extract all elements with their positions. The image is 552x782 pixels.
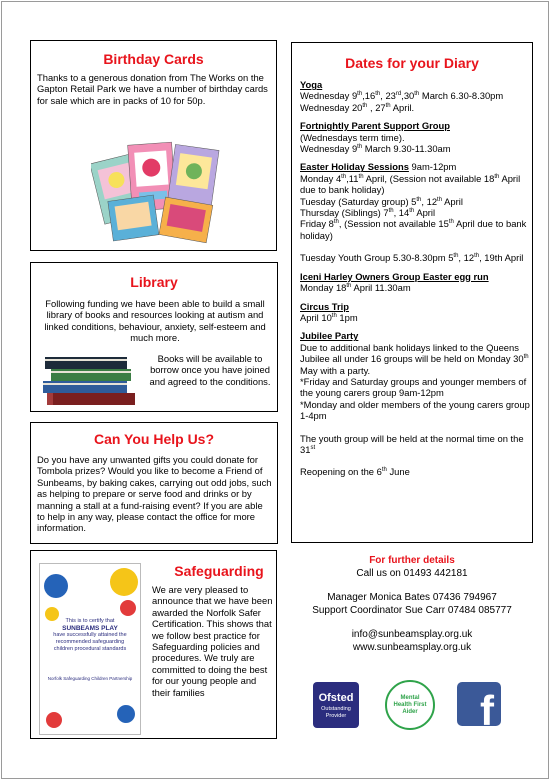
iceni-heading: Iceni Harley Owners Group Easter egg run (300, 270, 489, 282)
contact-title: For further details (369, 555, 455, 566)
ofsted-name: Ofsted (318, 692, 354, 704)
contact-coordinator: Support Coordinator Sue Carr 07484 085777 (312, 604, 512, 616)
jubilee-line3: *Monday and older members of the young carers group 1-4pm (300, 398, 530, 422)
cert-name: SUNBEAMS PLAY (62, 625, 118, 632)
easter-heading-line: Easter Holiday Sessions 9am-12pm (300, 161, 457, 173)
circus-line1: April 10th 1pm (300, 311, 358, 323)
parent-support-heading: Fortnightly Parent Support Group (300, 120, 450, 132)
safeguarding-certificate (39, 563, 141, 735)
contact-website[interactable]: www.sunbeamsplay.org.uk (352, 641, 472, 653)
diary-entry-youth (300, 252, 530, 263)
library-title: Library (130, 274, 178, 290)
jubilee-line2: *Friday and Saturday groups and younger members of the young carers group 9am-12pm (300, 375, 527, 399)
mhfa-logo (385, 680, 435, 730)
mhfa-text: Mental Health First Aider (393, 695, 427, 715)
easter-line2: Tuesday (Saturday group) 5th, 12th April (300, 195, 463, 207)
birthday-cards-title: Birthday Cards (103, 51, 204, 67)
diary-entry-jubilee (300, 330, 530, 477)
birthday-cards-text: Thanks to a generous donation from The Works on the Gapton Retail Park we have a number of birthday cards for sale which are in packs of 10 for 50p. (37, 72, 268, 106)
jubilee-heading: Jubilee Party (300, 330, 359, 342)
easter-line1: Monday 4th,11th April, (Session not available 18th April due to bank holiday) (300, 172, 521, 196)
parent-support-line2: Wednesday 9th March 9.30-11.30am (300, 143, 451, 155)
contact-phone: Call us on 01493 442181 (356, 567, 468, 579)
cert-line2: have successfully attained the recommended safeguarding children procedural standards (53, 632, 127, 652)
cert-org: Norfolk Safeguarding Children Partnership (47, 676, 133, 681)
birthday-cards-box (30, 40, 277, 251)
ofsted-rating: Outstanding Provider (321, 706, 351, 719)
contact-email[interactable]: info@sunbeamsplay.org.uk (351, 629, 473, 640)
yoga-line1: Wednesday 9th,16th, 23rd,30th March 6.30-8.30pm (300, 90, 504, 102)
safeguarding-text: We are very pleased to announce that we have been awarded the Norfolk Safer Certification. This shows that we follow best practice for Safeguarding policies and procedures. We truly are committed to doing the best for our young people and their families (152, 584, 273, 698)
ofsted-logo (313, 682, 359, 728)
logos-row (291, 680, 533, 734)
easter-line4: Friday 8th, (Session not available 15th April due to bank holiday) (300, 218, 527, 241)
iceni-line1: Monday 18th April 11.30am (300, 282, 411, 294)
safeguarding-box (30, 550, 277, 739)
books-image (37, 349, 141, 409)
parent-support-line1: (Wednesdays term time). (300, 131, 405, 143)
diary-content (300, 79, 530, 485)
help-box (30, 422, 278, 544)
diary-box (291, 42, 533, 543)
diary-entry-iceni (300, 271, 530, 294)
jubilee-line5: Reopening on the 6th June (300, 466, 410, 478)
contact-section (291, 555, 533, 654)
yoga-heading: Yoga (300, 79, 323, 90)
help-title: Can You Help Us? (93, 431, 215, 447)
library-text: Following funding we have been able to build a small library of books and resources looking at autism and linked conditions, behaviour, anxiety, self-esteem and much more. (44, 298, 266, 344)
diary-entry-easter (300, 161, 530, 241)
contact-manager: Manager Monica Bates 07436 794967 (327, 592, 497, 603)
diary-entry-circus (300, 301, 530, 324)
diary-title: Dates for your Diary (345, 55, 479, 71)
help-text: Do you have any unwanted gifts you could donate for Tombola prizes? Would you like to become a Friend of Sunbeams, by baking cakes, carrying out odd jobs, such as helping to prepare or serve food and drinks or by manning a stall at a fund-raising event? If you are able to help in any way, please contact the office for more information. (37, 454, 272, 534)
jubilee-line4: The youth group will be held at the normal time on the 31st (300, 432, 524, 455)
diary-entry-yoga (300, 79, 530, 113)
youth-line1: Tuesday Youth Group 5.30-8.30pm 5th, 12th, 19th April (300, 252, 524, 264)
safeguarding-title: Safeguarding (174, 563, 264, 579)
birthday-cards-image (91, 137, 226, 245)
easter-line3: Thursday (Siblings) 7th, 14th April (300, 207, 436, 219)
facebook-icon[interactable]: f (457, 682, 501, 726)
yoga-line2: Wednesday 20th , 27th April. (300, 101, 415, 113)
library-borrow-text: Books will be available to borrow once you have joined and agreed to the conditions. (149, 353, 271, 387)
library-box (30, 262, 278, 412)
jubilee-line1: Due to additional bank holidays linked to the Queens Jubilee all under 16 groups will be held on Monday 30th May with a party. (300, 341, 529, 376)
cert-line1: This is to certify that (65, 618, 115, 624)
circus-heading: Circus Trip (300, 300, 349, 312)
diary-entry-parent-support (300, 120, 530, 154)
